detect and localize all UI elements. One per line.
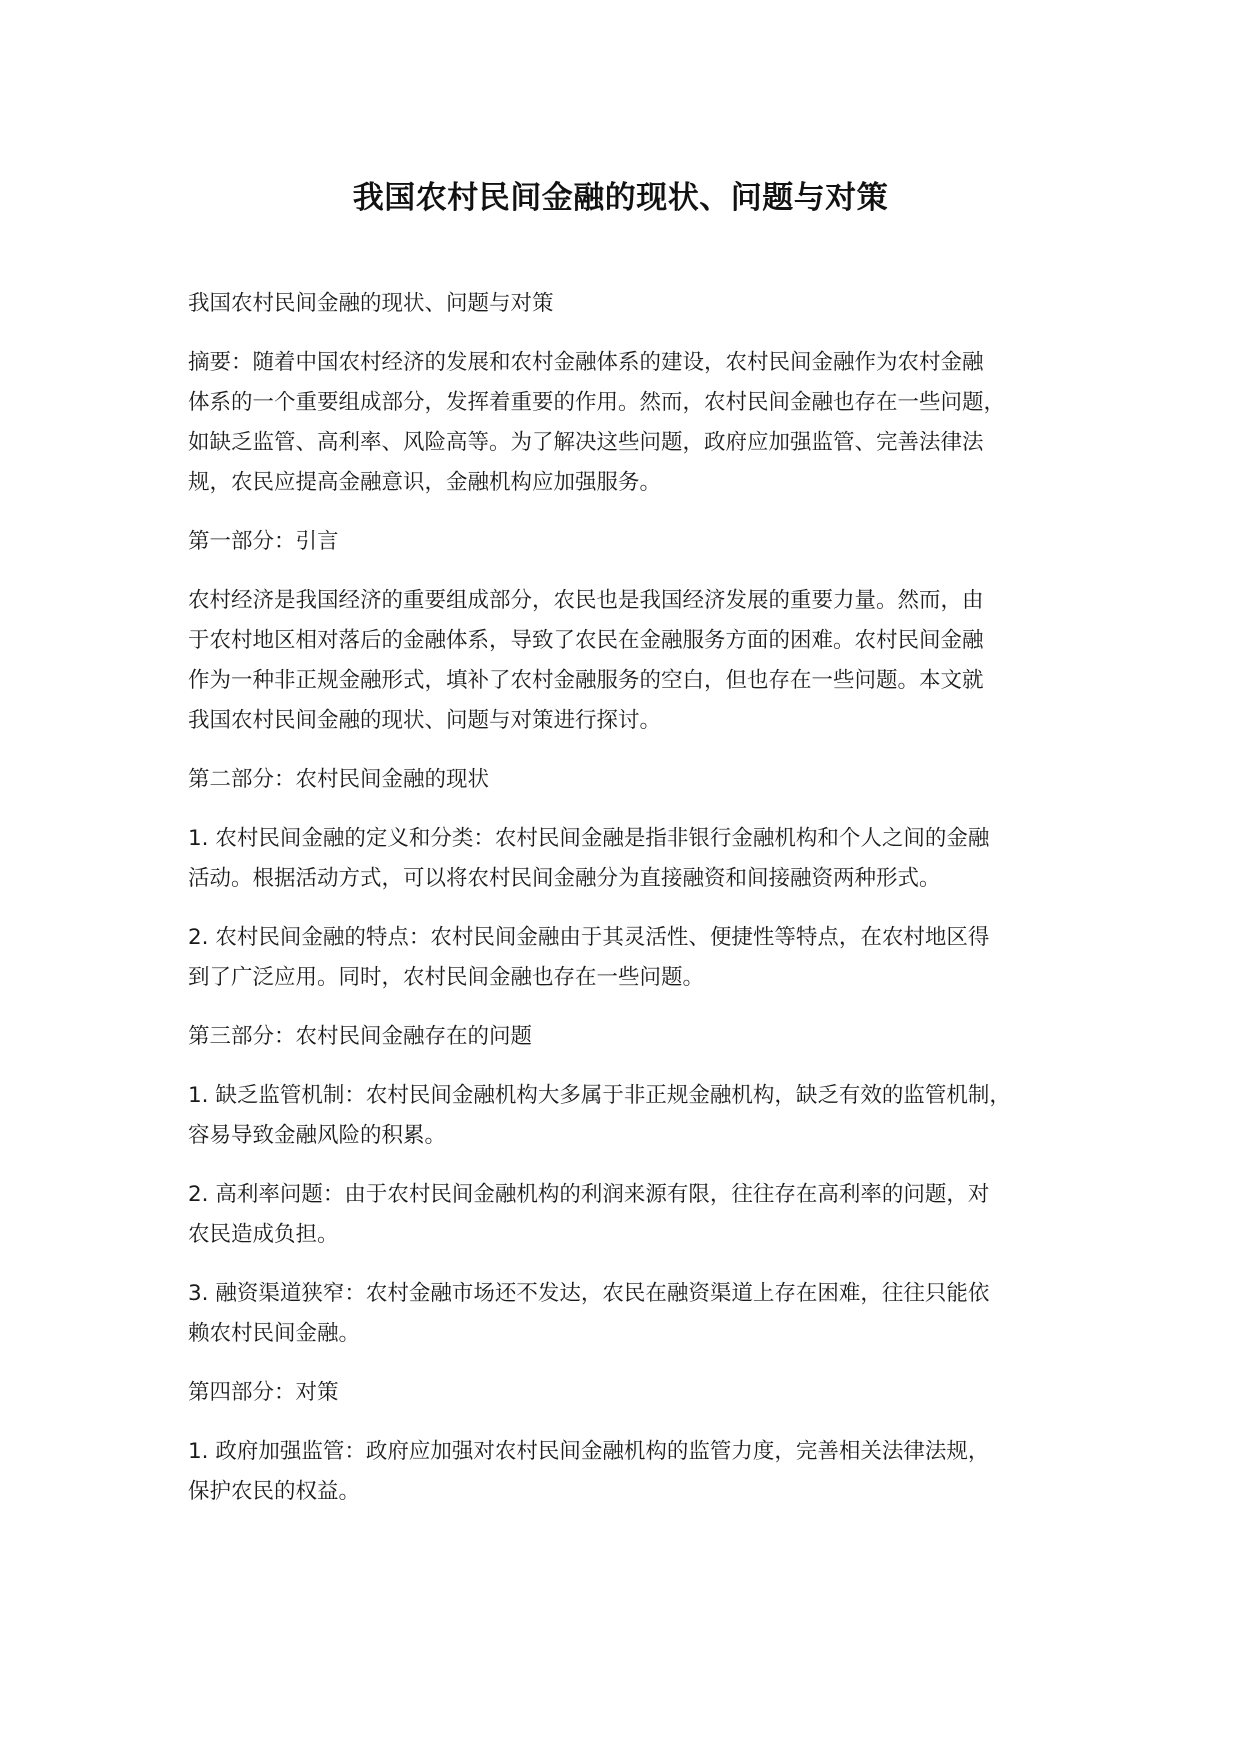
text-line: 第二部分：农村民间金融的现状	[188, 767, 490, 792]
paragraph-abstract	[188, 343, 1068, 503]
text-line: 如缺乏监管、高利率、风险高等。为了解决这些问题，政府应加强监管、完善法律法	[188, 430, 984, 455]
text-line: 农村经济是我国经济的重要组成部分，农民也是我国经济发展的重要力量。然而，由	[188, 588, 984, 613]
section-heading-1	[188, 522, 1068, 562]
text-line: 摘要：随着中国农村经济的发展和农村金融体系的建设，农村民间金融作为农村金融	[188, 350, 984, 375]
text-line: 容易导致金融风险的积累。	[188, 1123, 447, 1148]
text-line: 第三部分：农村民间金融存在的问题	[188, 1024, 533, 1049]
section-heading-2	[188, 760, 1068, 800]
list-item	[188, 1175, 1068, 1255]
text-line: 3. 融资渠道狭窄：农村金融市场还不发达，农民在融资渠道上存在困难，往往只能依	[188, 1281, 990, 1306]
text-line: 作为一种非正规金融形式，填补了农村金融服务的空白，但也存在一些问题。本文就	[188, 668, 984, 693]
list-item	[188, 1076, 1068, 1156]
document-title: 我国农村民间金融的现状、问题与对策	[352, 180, 889, 216]
list-item	[188, 918, 1068, 998]
text-line: 2. 农村民间金融的特点：农村民间金融由于其灵活性、便捷性等特点，在农村地区得	[188, 925, 990, 950]
text-line: 到了广泛应用。同时，农村民间金融也存在一些问题。	[188, 965, 705, 990]
section-heading-3	[188, 1017, 1068, 1057]
text-line: 体系的一个重要组成部分，发挥着重要的作用。然而，农村民间金融也存在一些问题，	[188, 390, 1006, 415]
list-item	[188, 819, 1068, 899]
text-line: 赖农村民间金融。	[188, 1321, 361, 1346]
text-line: 1. 政府加强监管：政府应加强对农村民间金融机构的监管力度，完善相关法律法规，	[188, 1439, 990, 1464]
paragraph-subtitle	[188, 284, 1068, 324]
text-line: 活动。根据活动方式，可以将农村民间金融分为直接融资和间接融资两种形式。	[188, 866, 941, 891]
text-line: 我国农村民间金融的现状、问题与对策	[188, 291, 554, 316]
document-body	[188, 284, 1068, 1512]
text-line: 农民造成负担。	[188, 1222, 339, 1247]
text-line: 第一部分：引言	[188, 529, 339, 554]
text-line: 保护农民的权益。	[188, 1479, 361, 1504]
paragraph-introduction	[188, 581, 1068, 741]
text-line: 于农村地区相对落后的金融体系，导致了农民在金融服务方面的困难。农村民间金融	[188, 628, 984, 653]
list-item	[188, 1432, 1068, 1512]
text-line: 1. 缺乏监管机制：农村民间金融机构大多属于非正规金融机构，缺乏有效的监管机制，	[188, 1083, 1011, 1108]
text-line: 1. 农村民间金融的定义和分类：农村民间金融是指非银行金融机构和个人之间的金融	[188, 826, 990, 851]
text-line: 第四部分：对策	[188, 1380, 339, 1405]
text-line: 规，农民应提高金融意识，金融机构应加强服务。	[188, 470, 662, 495]
list-item	[188, 1274, 1068, 1354]
text-line: 我国农村民间金融的现状、问题与对策进行探讨。	[188, 708, 662, 733]
section-heading-4	[188, 1373, 1068, 1413]
text-line: 2. 高利率问题：由于农村民间金融机构的利润来源有限，往往存在高利率的问题，对	[188, 1182, 990, 1207]
